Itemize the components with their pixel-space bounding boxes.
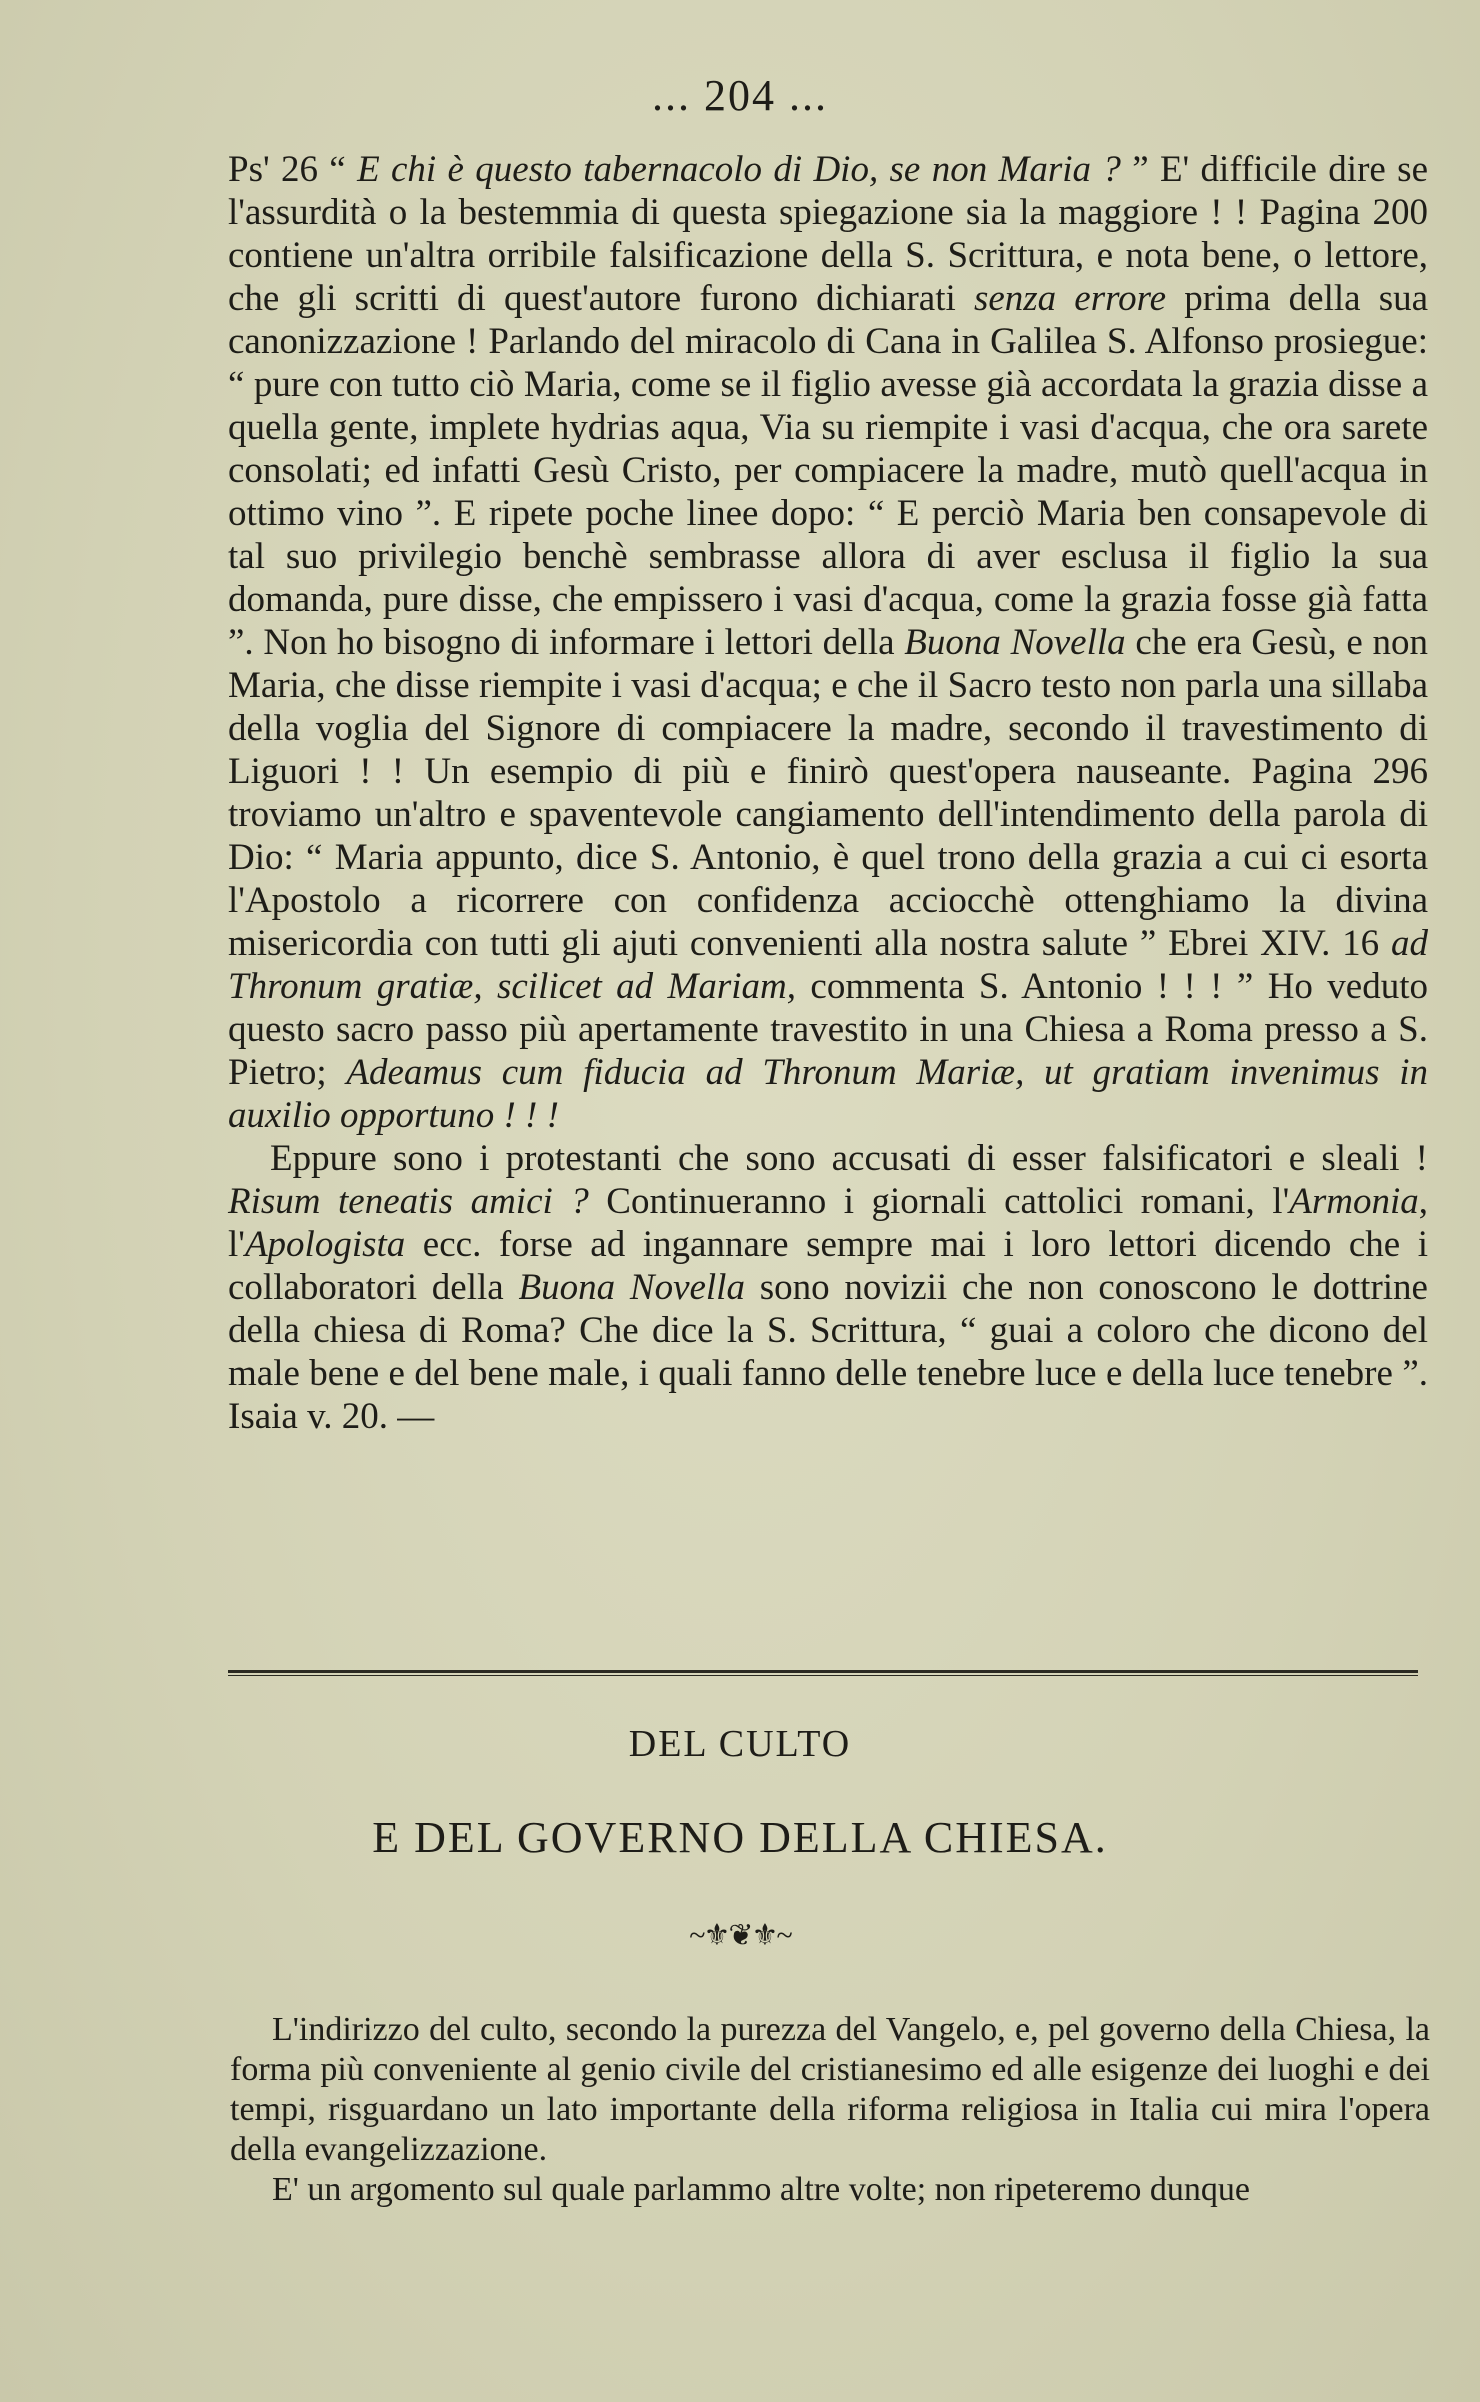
section-paragraph-2: E' un argomento sul quale parlammo altre volte; non ripeteremo dunque [272,2171,1250,2208]
paragraph-1: Ps' 26 “ E chi è questo tabernacolo di Dio, se non Maria ? ” E' difficile dire se l'assurdità o la bestemmia di questa spiegazione sia la maggiore ! ! Pagina 200 contiene un'altra orribile falsificazione della S. Scrittura, e nota bene, o lettore, che gli scritti di quest'autore furono dichiarati senza errore prima della sua canonizzazione ! Parlando del miracolo di Cana in Galilea S. Alfonso prosiegue: “ pure con tutto ciò Maria, come se il figlio avesse già accordata la grazia disse a quella gente, implete hydrias aqua, Via su riempite i vasi d'acqua, che ora sarete consolati; ed infatti Gesù Cristo, per compiacere la madre, mutò quell'acqua in ottimo vino ”. E ripete poche linee dopo: “ E perciò Maria ben consapevole di tal suo privilegio benchè sembrasse allora di aver esclusa il figlio la sua domanda, pure disse, che empissero i vasi d'acqua, come la grazia fosse già fatta ”. Non ho bisogno di informare i lettori della Buona Novella che era Gesù, e non Maria, che disse riempite i vasi d'acqua; e che il Sacro testo non parla una sillaba della voglia del Signore di compiacere la madre, secondo il travestimento di Liguori ! ! Un esempio di più e finirò quest'opera nauseante. Pagina 296 troviamo un'altro e spaventevole cangiamento dell'intendimento della parola di Dio: “ Maria appunto, dice S. Antonio, è quel trono della grazia a cui ci esorta l'Apostolo a ricorrere con confidenza acciocchè ottenghiamo la divina misericordia con tutti gli ajuti convenienti alla nostra salute ” Ebrei XIV. 16 ad Thronum gratiæ, scilicet ad Mariam, commenta S. Antonio ! ! ! ” Ho veduto questo sacro passo più apertamente travestito in una Chiesa a Roma presso a S. Pietro; Adeamus cum fiducia ad Thronum Mariæ, ut gratiam invenimus in auxilio opportuno ! ! ! [228,149,1429,1136]
section-divider [228,1670,1418,1676]
section-paragraph-1: L'indirizzo del culto, secondo la purezza del Vangelo, e, pel governo della Chiesa, la forma più conveniente al genio civile del cristianesimo ed alle esigenze dei luoghi e dei tempi, risguardano un lato importante della riforma religiosa in Italia cui mira l'opera della evangelizzazione. [230,2011,1430,2168]
page-number: ... 204 ... [652,71,828,120]
section-title-line-1: DEL CULTO [628,1723,852,1765]
body-text [228,148,1428,1438]
ornament-flourish-icon: ~⚜❦⚜~ [689,1919,791,1952]
section-text [230,2010,1430,2210]
section-title-line-2: E DEL GOVERNO DELLA CHIESA. [372,1813,1108,1862]
paragraph-2: Eppure sono i protestanti che sono accusati di esser falsificatori e sleali ! Risum teneatis amici ? Continueranno i giornali cattolici romani, l'Armonia, l'Apologista ecc. forse ad ingannare sempre mai i loro lettori dicendo che i collaboratori della Buona Novella sono novizii che non conoscono le dottrine della chiesa di Roma? Che dice la S. Scrittura, “ guai a coloro che dicono del male bene e del bene male, i quali fanno delle tenebre luce e della luce tenebre ”. Isaia v. 20. — [228,1138,1428,1437]
